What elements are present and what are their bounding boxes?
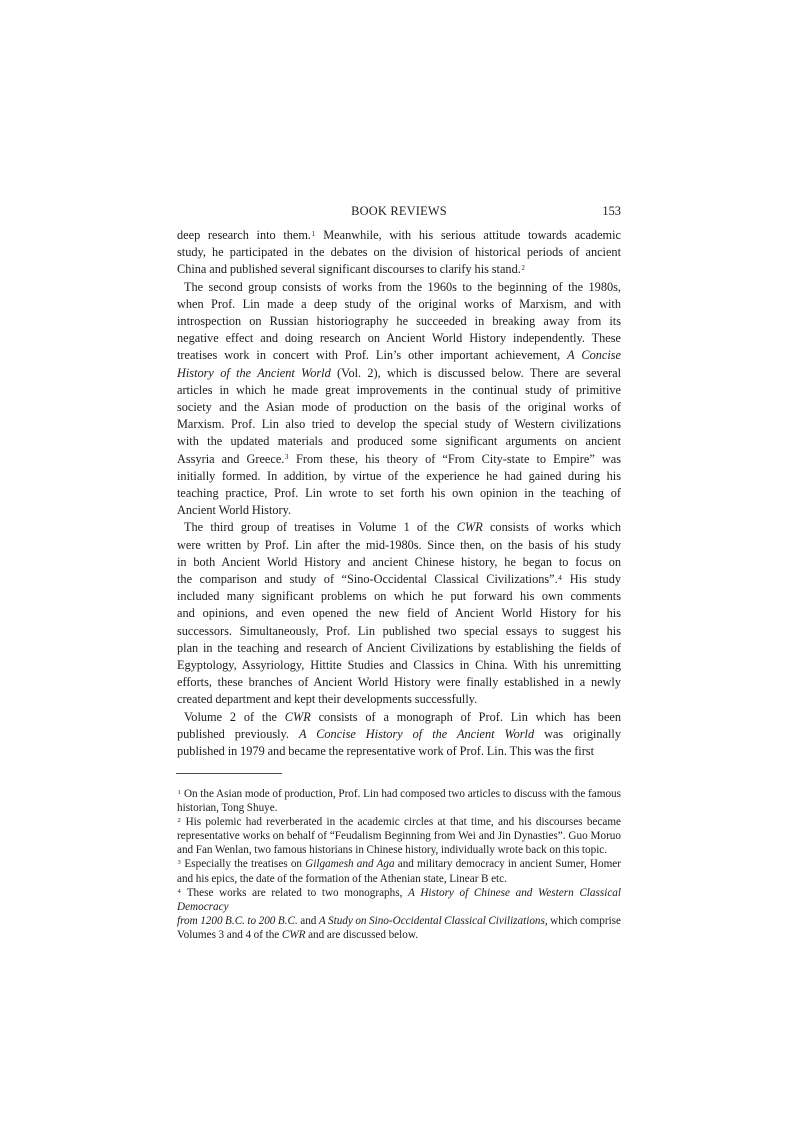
text-segment: and Fan Wenlan, two famous historians in Chinese history, individually wrote back on this topic.: [177, 844, 608, 857]
page-number: 153: [602, 204, 621, 218]
text-segment: and opinions, and even opened the new field of Ancient World History for his: [177, 606, 621, 621]
text-segment: The second group consists of works from the 1960s to the beginning of the 1980s,: [184, 279, 621, 294]
text-line: [177, 485, 621, 502]
text-segment: Egyptology, Assyriology, Hittite Studies and Classics in China. With his unremitting: [177, 658, 621, 673]
text-line: [177, 928, 621, 942]
text-segment: articles in which he made great improvements in the continual study of primitive: [177, 382, 621, 397]
text-segment: China and published several significant discourses to clarify his stand.: [177, 262, 521, 277]
text-line: [177, 433, 621, 450]
text-line: [177, 502, 621, 519]
text-segment: and his epics, the date of the formation of the Athenian state, Linear B etc.: [177, 872, 507, 885]
text-line: [177, 330, 621, 347]
text-segment: Volumes 3 and 4 of the: [177, 928, 282, 941]
text-line: [177, 691, 621, 708]
text-line: [177, 801, 621, 815]
body-paragraph: [177, 519, 621, 708]
text-segment: plan in the teaching and research of Ancient Civilizations by establishing the fields of: [177, 640, 621, 655]
italic-text-segment: CWR: [281, 928, 306, 941]
text-segment: efforts, these branches of Ancient World History were finally established in a newly: [177, 675, 621, 690]
text-line: [177, 657, 621, 674]
italic-text-segment: History of the Ancient World: [177, 365, 331, 380]
footnote-marker: 2: [177, 817, 181, 825]
italic-text-segment: from 1200 B.C. to 200 B.C.: [177, 914, 298, 927]
text-segment: successors. Simultaneously, Prof. Lin published two special essays to suggest his: [177, 623, 621, 638]
text-segment: Assyria and Greece.: [177, 451, 285, 466]
text-segment: society and the Asian mode of production on the basis of the original works of: [177, 400, 621, 415]
text-line: [177, 313, 621, 330]
italic-text-segment: A Concise: [567, 348, 621, 363]
text-line: [177, 588, 621, 605]
body-paragraph: [177, 709, 621, 761]
footnote-marker: 2: [521, 263, 525, 272]
text-segment: and: [297, 914, 319, 927]
italic-text-segment: A Concise History of the Ancient World: [298, 726, 535, 741]
text-segment: and are discussed below.: [305, 928, 418, 941]
text-segment: in both Ancient World History and ancient Chinese history, he began to focus on: [177, 554, 621, 569]
text-segment: historian, Tong Shuye.: [177, 802, 278, 815]
text-segment: His polemic had reverberated in the academic circles at that time, and his discourses became: [181, 816, 621, 829]
text-line: [177, 296, 621, 313]
text-line: [177, 399, 621, 416]
text-line: [177, 571, 621, 588]
text-segment: published in 1979 and became the representative work of Prof. Lin. This was the first: [177, 744, 595, 759]
text-line: [177, 843, 621, 857]
text-line: [177, 872, 621, 886]
footnote: [177, 857, 621, 885]
footnote: [177, 815, 621, 857]
footnote: [177, 886, 621, 942]
text-segment: Volume 2 of the: [184, 709, 285, 724]
text-line: [177, 743, 621, 760]
footnotes: [177, 787, 621, 942]
text-segment: Meanwhile, with his serious attitude towards academic: [315, 228, 621, 242]
text-segment: Marxism. Prof. Lin also tried to develop the special study of Western civilizations: [177, 417, 621, 432]
running-head: [177, 204, 621, 221]
text-line: [177, 857, 621, 871]
text-segment: created department and kept their developments successfully.: [177, 692, 478, 707]
text-segment: included many significant problems on which he put forward his own comments: [177, 589, 621, 604]
text-line: [177, 451, 621, 468]
text-line: [177, 829, 621, 843]
text-segment: when Prof. Lin made a deep study of the original works of Marxism, and with: [177, 296, 621, 311]
text-line: [177, 674, 621, 691]
text-segment: introspection on Russian historiography he succeeded in breaking away from its: [177, 314, 621, 329]
footnote: [177, 787, 621, 815]
body-text: [177, 227, 621, 760]
running-head-title: BOOK REVIEWS: [351, 204, 447, 218]
text-line: [177, 605, 621, 622]
text-line: [177, 554, 621, 571]
text-line: [177, 886, 621, 914]
text-line: [177, 416, 621, 433]
text-segment: His study: [562, 572, 621, 587]
text-line: [177, 279, 621, 296]
footnote-marker: 1: [177, 788, 181, 796]
text-line: [177, 519, 621, 536]
text-line: [177, 537, 621, 554]
text-line: [177, 709, 621, 726]
text-line: [177, 244, 621, 261]
text-line: [177, 787, 621, 801]
text-segment: negative effect and doing research on Ancient World History independently. These: [177, 331, 621, 346]
text-line: [177, 623, 621, 640]
text-segment: deep research into them.: [177, 228, 311, 242]
italic-text-segment: A Study on Sino-Occidental Classical Civilizations: [318, 914, 545, 927]
text-segment: representative works on behalf of “Feudalism Beginning from Wei and Jin Dynasties”. Guo Moruo: [177, 830, 621, 843]
text-segment: and military democracy in ancient Sumer, Homer: [394, 858, 621, 871]
text-segment: On the Asian mode of production, Prof. Lin had composed two articles to discuss with the famous: [181, 788, 621, 800]
body-paragraph: [177, 227, 621, 279]
text-line: [177, 365, 621, 382]
italic-text-segment: CWR: [456, 520, 483, 535]
italic-text-segment: CWR: [284, 709, 311, 724]
italic-text-segment: Gilgamesh and Aga: [305, 858, 395, 871]
footnote-marker: 4: [558, 573, 562, 582]
text-segment: From these, his theory of “From City-state to Empire” was: [288, 451, 621, 466]
text-segment: published previously.: [177, 726, 299, 741]
text-segment: , which comprise: [544, 914, 621, 927]
text-segment: study, he participated in the debates on the division of historical periods of ancient: [177, 245, 621, 260]
text-segment: was originally: [534, 726, 621, 741]
text-segment: Especially the treatises on: [181, 858, 306, 871]
text-segment: (Vol. 2), which is discussed below. There are several: [330, 365, 621, 380]
text-segment: the comparison and study of “Sino-Occidental Classical Civilizations”.: [177, 572, 558, 587]
text-segment: teaching practice, Prof. Lin wrote to set forth his own opinion in the teaching of: [177, 486, 621, 501]
text-segment: consists of works which: [482, 520, 621, 535]
italic-text-segment: A History of Chinese and Western Classical Democracy: [177, 886, 621, 913]
footnote-separator-rule: [176, 773, 282, 774]
text-line: [177, 382, 621, 399]
text-line: [177, 640, 621, 657]
text-line: [177, 468, 621, 485]
footnote-marker: 3: [284, 453, 289, 462]
text-segment: consists of a monograph of Prof. Lin which has been: [310, 709, 622, 724]
text-line: [177, 914, 621, 928]
text-segment: were written by Prof. Lin after the mid-1980s. Since then, on the basis of his study: [177, 537, 621, 552]
text-line: [177, 261, 621, 278]
text-segment: The third group of treatises in Volume 1 of the: [184, 520, 457, 535]
text-line: [177, 347, 621, 364]
text-segment: treatises work in concert with Prof. Lin’s other important achievement,: [177, 348, 568, 363]
text-line: [177, 227, 621, 244]
text-segment: with the updated materials and produced some significant arguments on ancient: [177, 434, 621, 449]
footnote-marker: 1: [311, 229, 316, 238]
body-paragraph: [177, 279, 621, 520]
text-segment: These works are related to two monographs,: [181, 886, 409, 899]
text-line: [177, 726, 621, 743]
footnote-marker: 4: [177, 887, 181, 895]
text-segment: Ancient World History.: [177, 503, 292, 518]
text-segment: initially formed. In addition, by virtue of the experience he had gained during his: [177, 468, 621, 483]
text-line: [177, 815, 621, 829]
footnote-marker: 3: [177, 859, 181, 867]
